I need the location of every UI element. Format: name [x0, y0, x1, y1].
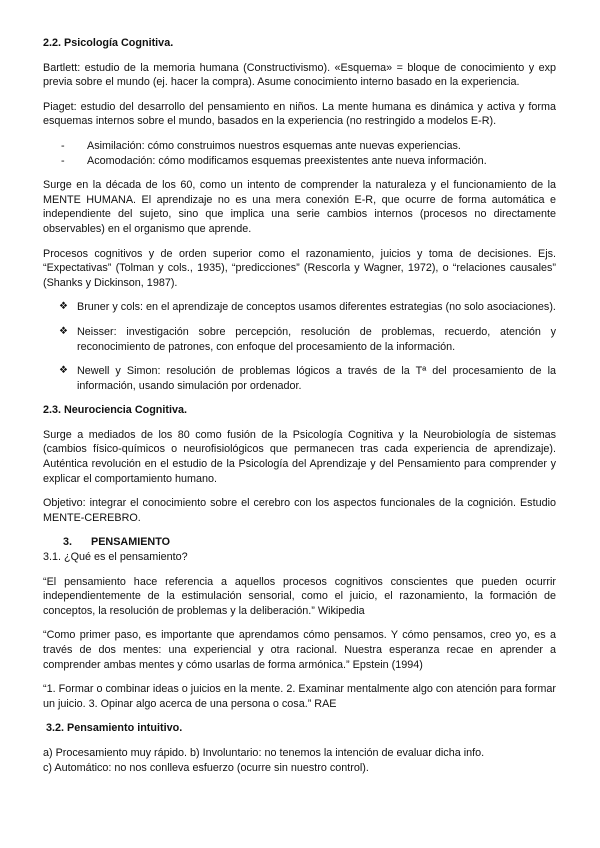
intuitive-features-ab: a) Procesamiento muy rápido. b) Involuntario: no tenemos la intención de evaluar dicha info. — [43, 746, 485, 759]
list-item — [61, 139, 556, 154]
section-3-1-heading: 3.1. ¿Qué es el pensamiento? — [43, 551, 188, 564]
procesos-paragraph: Procesos cognitivos y de orden superior como el razonamiento, juicios y toma de decisiones. Ejs. “Expectativas” (Tolman y cols., 1935), “predicciones” (Rescorla y Wagner, 1972), o “relaciones causales” (Shanks y Dickinson, 1987). — [43, 247, 556, 289]
rae-quote: “1. Formar o combinar ideas o juicios en la mente. 2. Examinar mentalmente algo con atención para formar un juicio. 3. Opinar algo acerca de una persona o cosa.” RAE — [43, 683, 556, 710]
list-item — [59, 364, 556, 393]
section-3-title: PENSAMIENTO — [91, 536, 170, 549]
dash-marker: - — [61, 139, 65, 152]
list-item — [59, 325, 556, 354]
list-item-text: Bruner y cols: en el aprendizaje de conceptos usamos diferentes estrategias (no solo asociaciones). — [77, 301, 556, 314]
section-3-heading — [63, 535, 556, 550]
section-2-2-heading: 2.2. Psicología Cognitiva. — [43, 37, 174, 49]
surge-80-paragraph: Surge a mediados de los 80 como fusión de la Psicología Cognitiva y la Neurobiología de sistemas (cambios físico-químicos o neurofisiológicos que permanecen tras cada experiencia de aprendizaje). Auténtica revolución en el estudio de la Psicología del Aprendizaje y del Pensamiento para comprender y explicar el comportamiento humano. — [43, 428, 556, 485]
wikipedia-quote: “El pensamiento hace referencia a aquellos procesos cognitivos conscientes que pueden ocurrir independientemente de la estimulación sensorial, como el juicio, el razonamiento, la formación de conceptos, la resolución de problemas y la deliberación.” Wikipedia — [43, 575, 556, 617]
piaget-dash-list — [43, 139, 556, 168]
bartlett-paragraph: Bartlett: estudio de la memoria humana (Constructivismo). «Esquema» = bloque de conocimiento y exp previa sobre el mundo (ej. hacer la compra). Asume conocimiento interno basado en la experiencia. — [43, 61, 556, 89]
list-item — [59, 300, 556, 315]
list-item-text: Neisser: investigación sobre percepción, resolución de problemas, recuerdo, atención y reconocimiento de patrones, con enfoque del procesamiento de la información. — [77, 325, 556, 353]
list-item-text: Newell y Simon: resolución de problemas lógicos a través de la Tª del procesamiento de la información, usando simulación por ordenador. — [77, 365, 556, 392]
piaget-paragraph: Piaget: estudio del desarrollo del pensamiento en niños. La mente humana es dinámica y activa y forma esquemas internos sobre el mundo, basados en la experiencia (no restringido a modelos E-R). — [43, 100, 556, 128]
diamond-bullet-icon: ❖ — [59, 325, 68, 337]
surge-60-paragraph: Surge en la década de los 60, como un intento de comprender la naturaleza y el funcionamiento de la MENTE HUMANA. El aprendizaje no es una mera conexión E-R, que ocurre de forma automática e independiente del sujeto, sino que implica una serie cambios internos (procesos no directamente observables) en el organismo que aprende. — [43, 179, 556, 235]
section-3-2-heading: 3.2. Pensamiento intuitivo. — [46, 722, 183, 735]
list-item-text: Acomodación: cómo modificamos esquemas preexistentes ante nueva información. — [87, 154, 487, 167]
epstein-quote: “Como primer paso, es importante que aprendamos cómo pensamos. Y cómo pensamos, creo yo, es a través de dos mentes: una experiencial y otra racional. Nuestra esperanza recae en aprender a comprender ambas mentes y cómo usarlas de forma armónica.” Epstein (1994) — [43, 629, 556, 671]
diamond-bullet-icon: ❖ — [59, 365, 68, 377]
list-item — [61, 154, 556, 169]
dash-marker: - — [61, 154, 65, 167]
authors-list — [43, 300, 556, 393]
list-item-text: Asimilación: cómo construimos nuestros esquemas ante nuevas experiencias. — [87, 139, 461, 152]
diamond-bullet-icon: ❖ — [59, 301, 68, 313]
section-3-number: 3. — [63, 536, 73, 549]
intuitive-features-c: c) Automático: no nos conlleva esfuerzo (ocurre sin nuestro control). — [43, 761, 369, 774]
section-2-3-heading: 2.3. Neurociencia Cognitiva. — [43, 404, 188, 417]
objetivo-paragraph: Objetivo: integrar el conocimiento sobre el cerebro con los aspectos funcionales de la cognición. Estudio MENTE-CEREBRO. — [43, 497, 556, 524]
